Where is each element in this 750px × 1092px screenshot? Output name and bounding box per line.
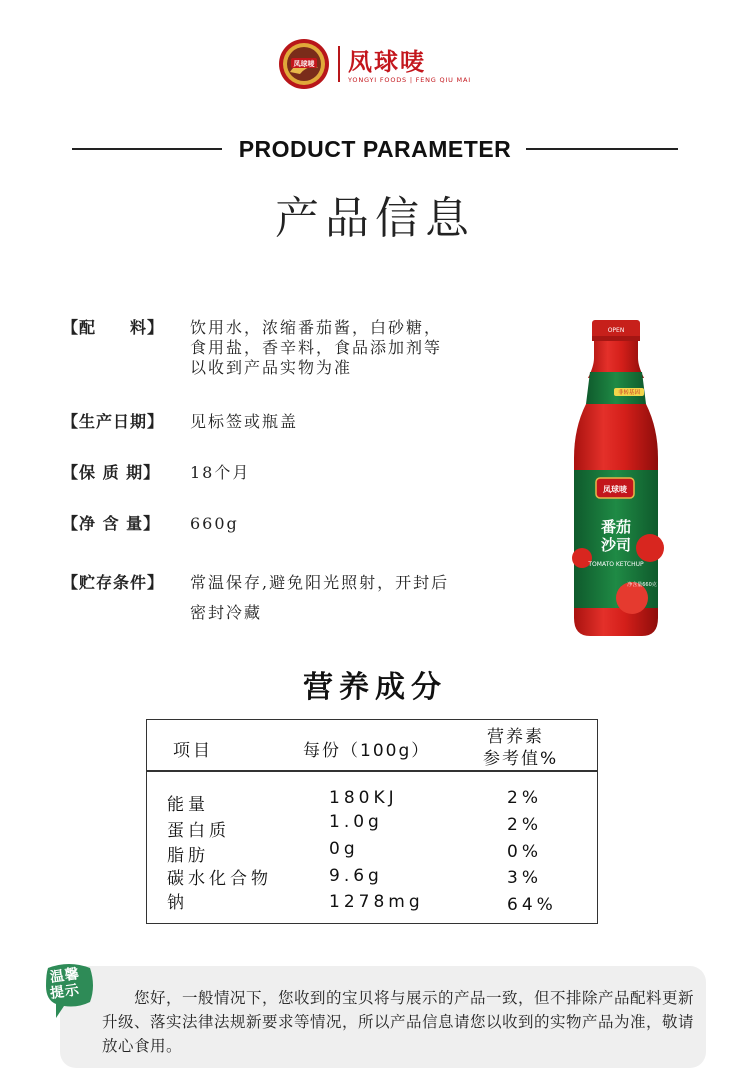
svg-text:番茄: 番茄 bbox=[600, 518, 632, 536]
param-value: 常温保存,避免阳光照射，开封后 密封冷藏 bbox=[190, 573, 450, 622]
row-item: 能量 bbox=[167, 795, 209, 815]
row-nrv: 0% bbox=[507, 842, 542, 862]
logo-text: 凤球唛 bbox=[293, 60, 315, 68]
param-value: 660g bbox=[190, 514, 239, 533]
brand-subtitle: YONGYI FOODS | FENG QIU MAI bbox=[348, 76, 471, 84]
row-item: 钠 bbox=[167, 893, 188, 913]
param-shelf-life bbox=[62, 463, 522, 485]
row-per: 1.0g bbox=[329, 812, 383, 832]
param-value: 见标签或瓶盖 bbox=[190, 412, 299, 431]
cap-text: OPEN bbox=[607, 327, 625, 334]
bottle-brand-text: 凤球唛 bbox=[603, 485, 627, 494]
tip-badge-line2: 提示 bbox=[49, 981, 81, 1003]
param-value: 18个月 bbox=[190, 463, 251, 482]
row-per: 180KJ bbox=[329, 788, 398, 808]
row-per: 1278mg bbox=[329, 892, 424, 912]
svg-text:沙司: 沙司 bbox=[600, 536, 632, 554]
row-per: 0g bbox=[329, 839, 359, 859]
brand-name: 凤球唛 bbox=[348, 48, 426, 76]
nutrition-table bbox=[146, 719, 598, 924]
param-value: 饮用水，浓缩番茄酱，白砂糖， 食用盐，香辛料，食品添加剂等 以收到产品实物为准 bbox=[190, 318, 443, 377]
brand-header bbox=[278, 38, 478, 90]
row-item: 蛋白质 bbox=[167, 821, 230, 841]
param-label: 【生产日期】 bbox=[62, 412, 165, 431]
tip-text: 您好，一般情况下，您收到的宝贝将与展示的产品一致，但不排除产品配料更新升级、落实法律法规新要求等情况，所以产品信息请您以收到的实物产品为准，敬请放心食用。 bbox=[102, 989, 695, 1055]
bottle-net-text: 净含量660克 bbox=[627, 582, 657, 588]
brand-logo-icon bbox=[278, 38, 330, 90]
english-title: PRODUCT PARAMETER bbox=[238, 136, 512, 162]
ketchup-bottle-image bbox=[562, 318, 670, 640]
param-net-weight bbox=[62, 514, 522, 536]
chinese-title: 产品信息 bbox=[275, 193, 475, 244]
row-item: 脂肪 bbox=[167, 846, 209, 866]
header-nrv-line1: 营养素 bbox=[487, 727, 544, 747]
tip-badge-line1: 温馨 bbox=[49, 965, 81, 987]
row-nrv: 64% bbox=[507, 895, 557, 915]
brand-divider bbox=[338, 46, 340, 82]
header-per-serving: 每份（100g） bbox=[303, 741, 431, 761]
param-label: 【贮存条件】 bbox=[62, 573, 165, 592]
row-per: 9.6g bbox=[329, 866, 383, 886]
param-ingredients bbox=[62, 318, 522, 382]
row-item: 碳水化合物 bbox=[167, 869, 272, 889]
param-storage bbox=[62, 568, 522, 622]
tip-box bbox=[60, 966, 706, 1068]
row-nrv: 2% bbox=[507, 815, 542, 835]
row-nrv: 2% bbox=[507, 788, 542, 808]
param-label: 【配 料】 bbox=[62, 318, 165, 337]
param-production-date bbox=[62, 412, 522, 434]
row-nrv: 3% bbox=[507, 868, 542, 888]
header-nrv-line2: 参考值% bbox=[483, 749, 559, 769]
table-divider bbox=[147, 770, 597, 772]
badge-text: 非转基因 bbox=[618, 390, 641, 396]
tip-badge bbox=[42, 962, 96, 1020]
nutrition-title: 营养成分 bbox=[303, 670, 447, 705]
header-item: 项目 bbox=[173, 741, 213, 761]
bottle-en-label: TOMATO KETCHUP bbox=[588, 561, 644, 568]
param-label: 【保 质 期】 bbox=[62, 463, 161, 482]
param-label: 【净 含 量】 bbox=[62, 514, 161, 533]
